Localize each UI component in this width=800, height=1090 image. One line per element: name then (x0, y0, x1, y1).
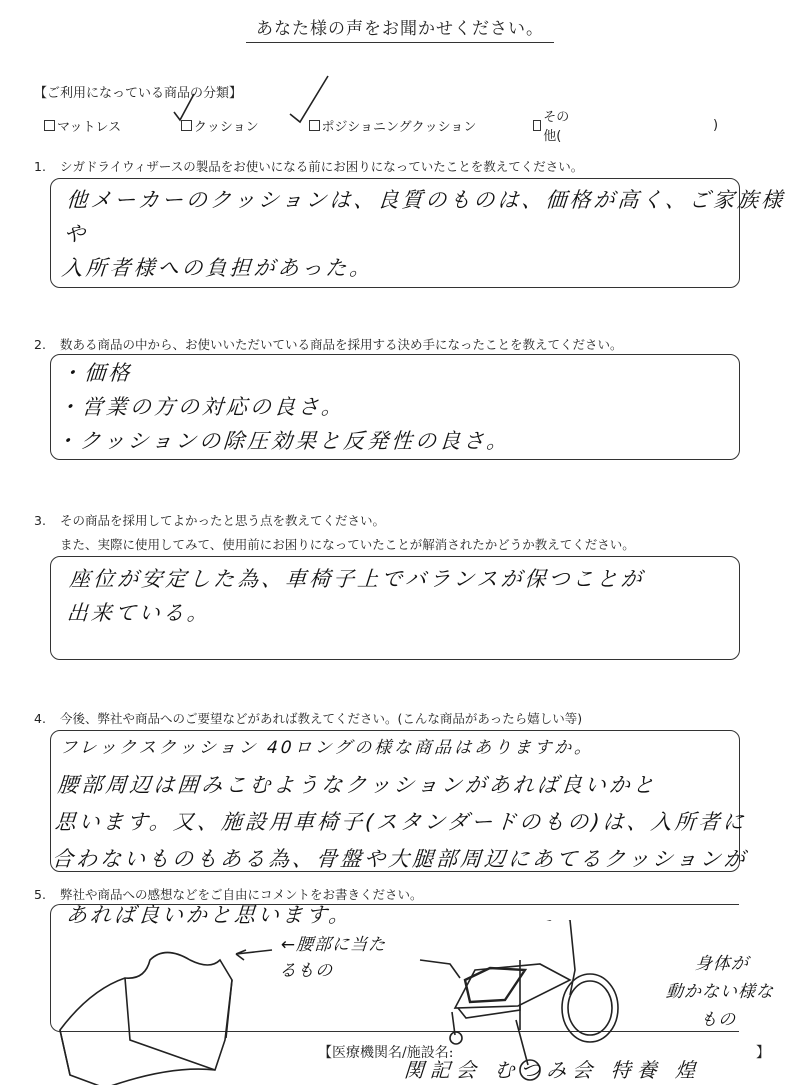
answer-1-line-2: 入所者様への負担があった。 (60, 256, 375, 280)
answer-4-line-3: 思います。又、施設用車椅子(スタンダードのもの)は、入所者に (53, 810, 748, 834)
answer-4 (51, 730, 757, 878)
question-2: 2. 数ある商品の中から、お使いいただいている商品を採用する決め手になったことを教えてください。 (34, 337, 623, 352)
answer-4-line-2: 腰部周辺は囲みこむようなクッションがあれば良いかと (56, 773, 658, 797)
answer-5-line-1: あれば良いかと思います。 (65, 903, 354, 927)
handwritten-check-marks (160, 70, 340, 130)
question-5-text: 弊社や商品への感想などをご自由にコメントをお書きください。 (60, 887, 423, 902)
facility-label: 【医療機関名/施設名: (318, 1045, 454, 1061)
answer-3-line-1: 座位が安定した為、車椅子上でバランスが保つことが (68, 567, 646, 591)
answer-3-line-2: 出来ている。 (65, 601, 212, 625)
page-title (0, 14, 800, 43)
category-mattress[interactable] (44, 106, 155, 144)
arrow-icon (236, 950, 272, 960)
question-4-text: 今後、弊社や商品へのご要望などがあれば教えてください。(こんな商品があったら嬉しい等) (60, 711, 583, 726)
category-other[interactable] (533, 106, 718, 144)
question-3-text: その商品を採用してよかったと思う点を教えてください。 (60, 513, 386, 528)
other-checkbox[interactable] (533, 120, 541, 131)
answer-1 (60, 183, 800, 285)
mattress-checkbox[interactable] (44, 120, 55, 131)
wheelchair-note-line-3: もの (699, 1010, 737, 1030)
category-positioning-label: ポジショニングクッション (321, 119, 477, 135)
wheelchair-note-line-1: 身体が (694, 954, 750, 974)
cushion-check-mark (174, 94, 194, 120)
facility-close: 】 (756, 1045, 770, 1061)
category-cushion-label: クッション (193, 119, 259, 135)
wheelchair-note-line-2: 動かない様な (665, 982, 775, 1002)
facility-name: 関記会 むつみ会 特養 煌 (403, 1058, 702, 1082)
question-1-text: シガドライウィザースの製品をお使いになる前にお困りになっていたことを教えてください。 (60, 159, 584, 174)
question-3: 3. その商品を採用してよかったと思う点を教えてください。 (34, 513, 386, 528)
question-2-text: 数ある商品の中から、お使いいただいている商品を採用する決め手になったことを教えてください。 (60, 337, 623, 352)
cushion-sketch (60, 953, 232, 1086)
answer-3 (66, 562, 646, 630)
category-mattress-label: マットレス (57, 119, 122, 135)
page-title-text: あなた様の声をお聞かせください。 (246, 14, 554, 43)
category-heading: 【ご利用になっている商品の分類】 (34, 86, 243, 101)
answer-4-line-4: 合わないものもある為、骨盤や大腿部周辺にあてるクッションが (51, 847, 749, 871)
question-1: 1. シガドライウィザースの製品をお使いになる前にお困りになっていたことを教えてください。 (34, 159, 584, 174)
question-5: 5. 弊社や商品への感想などをご自由にコメントをお書きください。 (34, 887, 423, 902)
wheelchair-note (657, 950, 783, 1034)
answer-2-line-1: ・価格 (59, 361, 134, 385)
cushion-note: ←腰部に当たるもの (278, 935, 387, 981)
answer-4-line-1: フレックスクッション 40ロングの様な商品はありますか。 (59, 738, 595, 758)
category-row (44, 106, 744, 144)
answer-2-line-2: ・営業の方の対応の良さ。 (57, 395, 347, 419)
category-other-close: ) (712, 117, 719, 133)
answer-2 (54, 356, 516, 458)
answer-1-line-1: 他メーカーのクッションは、良質のものは、価格が高く、ご家族様や (63, 188, 786, 246)
positioning-check-mark (290, 76, 328, 122)
category-other-label: その他( (543, 110, 570, 144)
question-4: 4. 今後、弊社や商品へのご要望などがあれば教えてください。(こんな商品があったら嬉しい等) (34, 711, 583, 726)
question-3-subtext: また、実際に使用してみて、使用前にお困りになっていたことが解消されたかどうか教えてください。 (60, 537, 635, 552)
answer-2-line-3: ・クッションの除圧効果と反発性の良さ。 (54, 429, 512, 453)
